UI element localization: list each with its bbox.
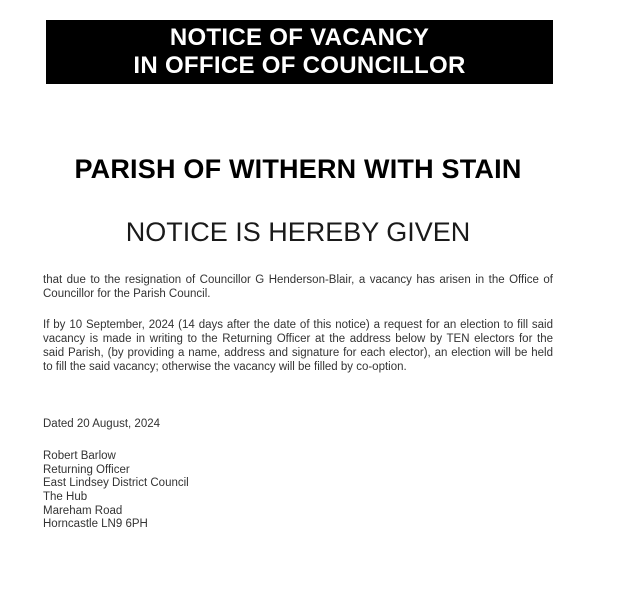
signature-block <box>43 450 553 532</box>
signatory-role: Returning Officer <box>43 463 130 476</box>
notice-given-heading: NOTICE IS HEREBY GIVEN <box>125 217 471 247</box>
dated-line: Dated 20 August, 2024 <box>43 418 161 431</box>
address-line-1: The Hub <box>43 491 88 504</box>
banner-line-2: IN OFFICE OF COUNCILLOR <box>133 52 466 79</box>
election-request-paragraph: If by 10 September, 2024 (14 days after the date of this notice) a request for an election to fill said vacancy is made in writing to the Returning Officer at the address below by TEN electors for the said Parish, (by providing a name, address and signature for each elector), an election will be held to fill the said vacancy; otherwise the vacancy will be filled by co-option. <box>43 319 553 373</box>
address-line-2: Mareham Road <box>43 504 123 517</box>
signatory-name: Robert Barlow <box>43 449 116 462</box>
resignation-paragraph: that due to the resignation of Councillor G Henderson-Blair, a vacancy has arisen in the Office of Councillor for the Parish Council. <box>43 274 553 300</box>
document-content-column <box>43 20 553 532</box>
signatory-organisation: East Lindsey District Council <box>43 477 189 490</box>
parish-title: PARISH OF WITHERN WITH STAIN <box>74 154 522 184</box>
address-line-3: Horncastle LN9 6PH <box>43 518 148 531</box>
banner-line-1: NOTICE OF VACANCY <box>169 24 430 51</box>
notice-banner <box>46 20 553 84</box>
